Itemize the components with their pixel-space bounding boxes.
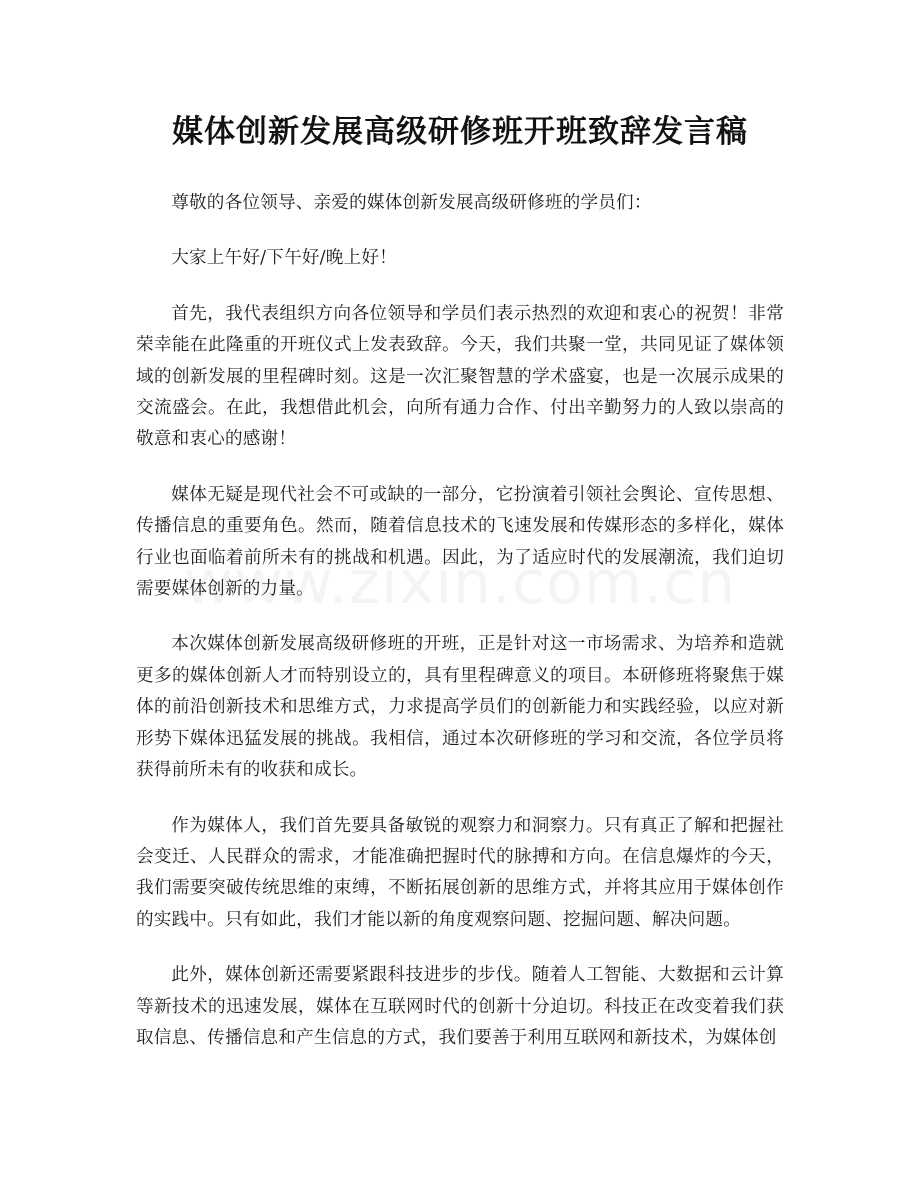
greeting-paragraph: 大家上午好/下午好/晚上好！ bbox=[171, 248, 397, 269]
salutation-paragraph: 尊敬的各位领导、亲爱的媒体创新发展高级研修班的学员们： bbox=[171, 193, 652, 213]
body-paragraph: 媒体无疑是现代社会不可或缺的一部分，它扮演着引领社会舆论、宣传思想、传播信息的重要角色。然而，随着信息技术的飞速发展和传媒形态的多样化，媒体行业也面临着前所未有的挑战和机遇。因此，为了适应时代的发展潮流，我们迫切需要媒体创新的力量。 bbox=[136, 484, 784, 600]
body-paragraph: 首先，我代表组织方向各位领导和学员们表示热烈的欢迎和衷心的祝贺！非常荣幸能在此隆重的开班仪式上发表致辞。今天，我们共聚一堂，共同见证了媒体领域的创新发展的里程碑时刻。这是一次汇聚智慧的学术盛宴，也是一次展示成果的交流盛会。在此，我想借此机会，向所有通力合作、付出辛勤努力的人致以崇高的敬意和衷心的感谢！ bbox=[136, 303, 784, 450]
page-title: 媒体创新发展高级研修班开班致辞发言稿 bbox=[172, 114, 748, 150]
body-paragraph: 作为媒体人，我们首先要具备敏锐的观察力和洞察力。只有真正了解和把握社会变迁、人民群众的需求，才能准确把握时代的脉搏和方向。在信息爆炸的今天，我们需要突破传统思维的束缚，不断拓展创新的思维方式，并将其应用于媒体创作的实践中。只有如此，我们才能以新的角度观察问题、挖掘问题、解决问题。 bbox=[136, 815, 784, 930]
body-paragraph: 本次媒体创新发展高级研修班的开班，正是针对这一市场需求、为培养和造就更多的媒体创新人才而特别设立的，具有里程碑意义的项目。本研修班将聚焦于媒体的前沿创新技术和思维方式，力求提高学员们的创新能力和实践经验，以应对新形势下媒体迅猛发展的挑战。我相信，通过本次研修班的学习和交流，各位学员将获得前所未有的收获和成长。 bbox=[136, 634, 784, 781]
body-paragraph: 此外，媒体创新还需要紧跟科技进步的步伐。随着人工智能、大数据和云计算等新技术的迅速发展，媒体在互联网时代的创新十分迫切。科技正在改变着我们获取信息、传播信息和产生信息的方式，我们要善于利用互联网和新技术，为媒体创 bbox=[136, 965, 784, 1048]
